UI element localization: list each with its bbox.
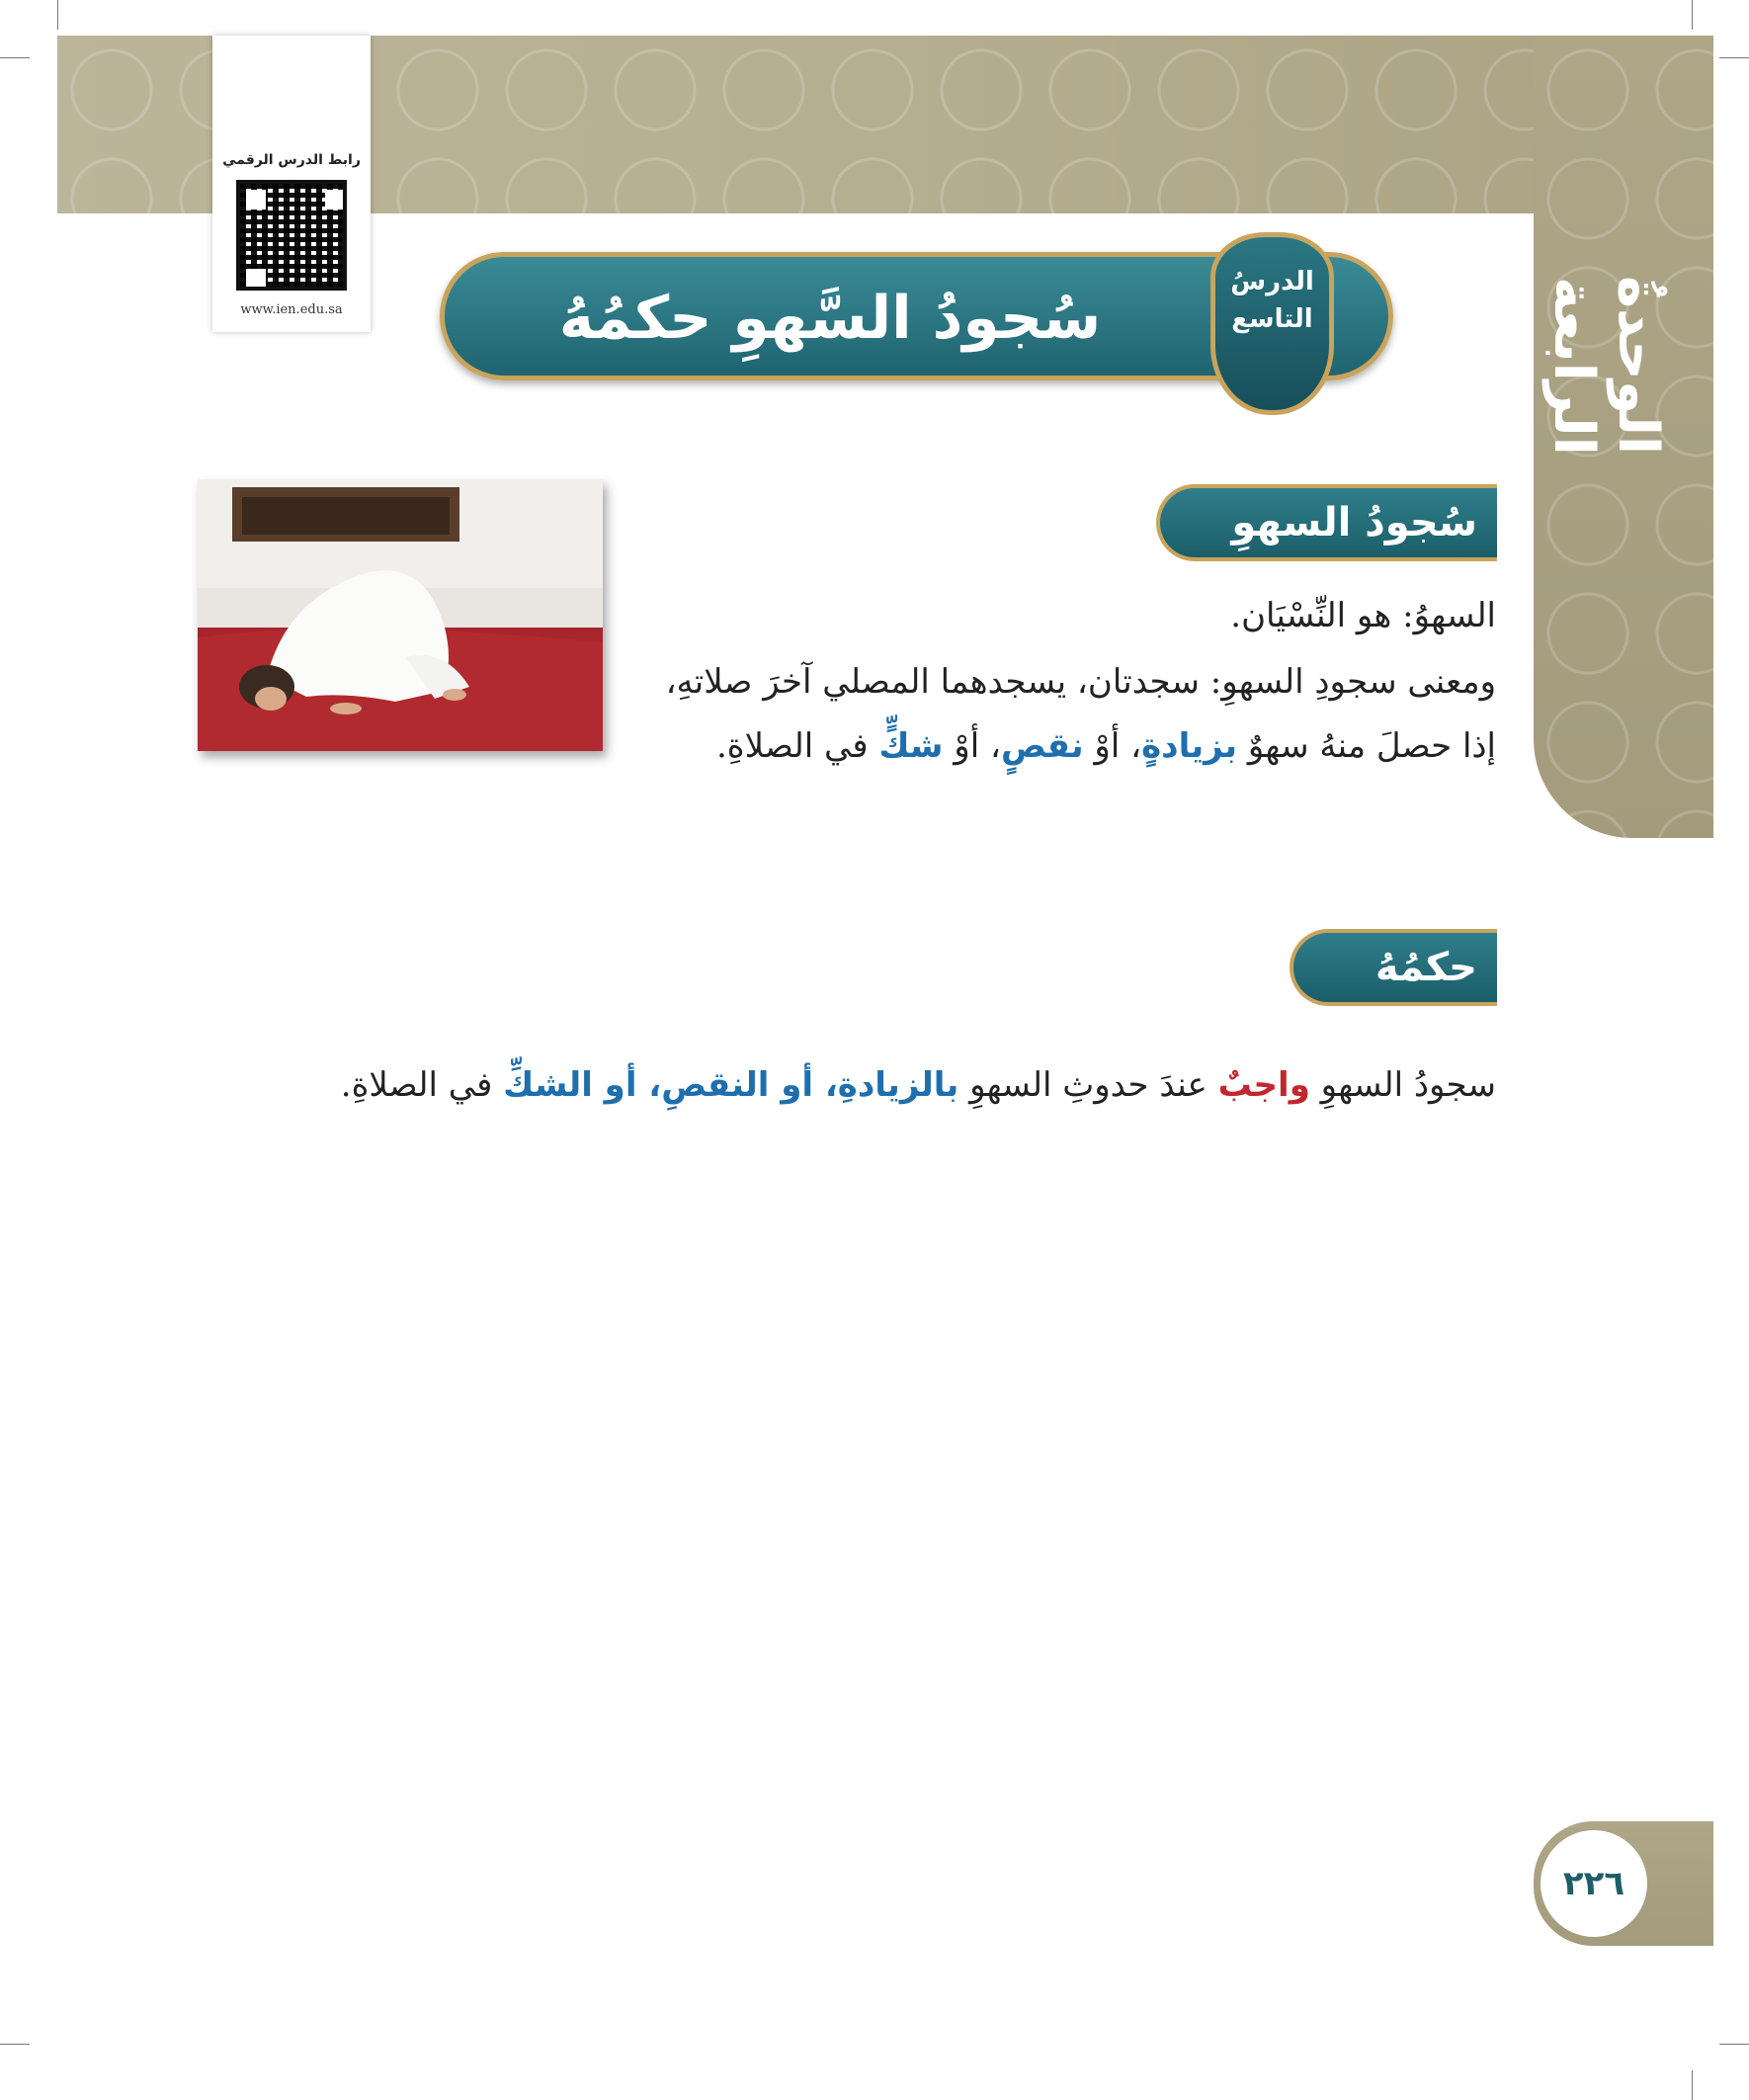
crop-mark: [1692, 2070, 1693, 2100]
qr-card[interactable]: [212, 36, 371, 332]
keyword-causes: بالزيادةِ، أو النقصِ، أو الشكِّ: [503, 1065, 959, 1105]
text-segment: في الصلاةِ.: [715, 726, 879, 766]
crop-mark: [1719, 2044, 1749, 2045]
qr-label: رابط الدرس الرقمي: [222, 152, 361, 168]
page-number: ٢٢٦: [1562, 1864, 1625, 1903]
keyword-doubt: شكٍّ: [878, 726, 944, 766]
definition-condition: [716, 726, 1496, 766]
ruling-text: [341, 1065, 1496, 1105]
prayer-photo: [198, 479, 603, 751]
lesson-title: سُجودُ السَّهوِ حكمُهُ وصِفتُهُ: [558, 284, 1102, 471]
crop-mark: [1692, 0, 1693, 30]
lesson-badge-number: التاسع: [1231, 304, 1313, 334]
crop-mark: [0, 57, 30, 58]
crop-mark: [1719, 57, 1749, 58]
crop-mark: [57, 0, 58, 30]
section-heading-sujud: سُجودُ السهوِ: [1231, 500, 1477, 546]
qr-url[interactable]: www.ien.edu.sa: [240, 302, 343, 317]
text-segment: سجودُ السهوِ: [1309, 1065, 1496, 1105]
text-segment: إذا حصلَ منهُ سهوٌ: [1237, 726, 1496, 766]
keyword-deficiency: نقصٍ: [1000, 726, 1084, 766]
text-segment: عندَ حدوثِ السهوِ: [958, 1065, 1218, 1105]
text-segment: في الصلاةِ.: [340, 1065, 504, 1105]
section-heading-ruling: حكمُهُ: [1374, 945, 1477, 990]
unit-title: الوحدةُ الرابعة: [1541, 276, 1670, 456]
keyword-obligatory: واجبٌ: [1217, 1065, 1310, 1105]
definition-sujud: ومعنى سجودِ السهوِ: سجدتان، يسجدهما المصلي آخرَ صلاتهِ،: [665, 662, 1496, 702]
qr-code-icon[interactable]: [236, 180, 347, 291]
definition-sahw: السهوُ: هو النِّسْيَان.: [1230, 596, 1496, 635]
text-segment: ، أوْ: [943, 726, 1001, 766]
lesson-badge-label: الدرسُ: [1230, 267, 1314, 296]
crop-mark: [0, 2044, 30, 2045]
keyword-addition: بزيادةٍ: [1141, 726, 1238, 766]
text-segment: ، أوْ: [1083, 726, 1142, 766]
